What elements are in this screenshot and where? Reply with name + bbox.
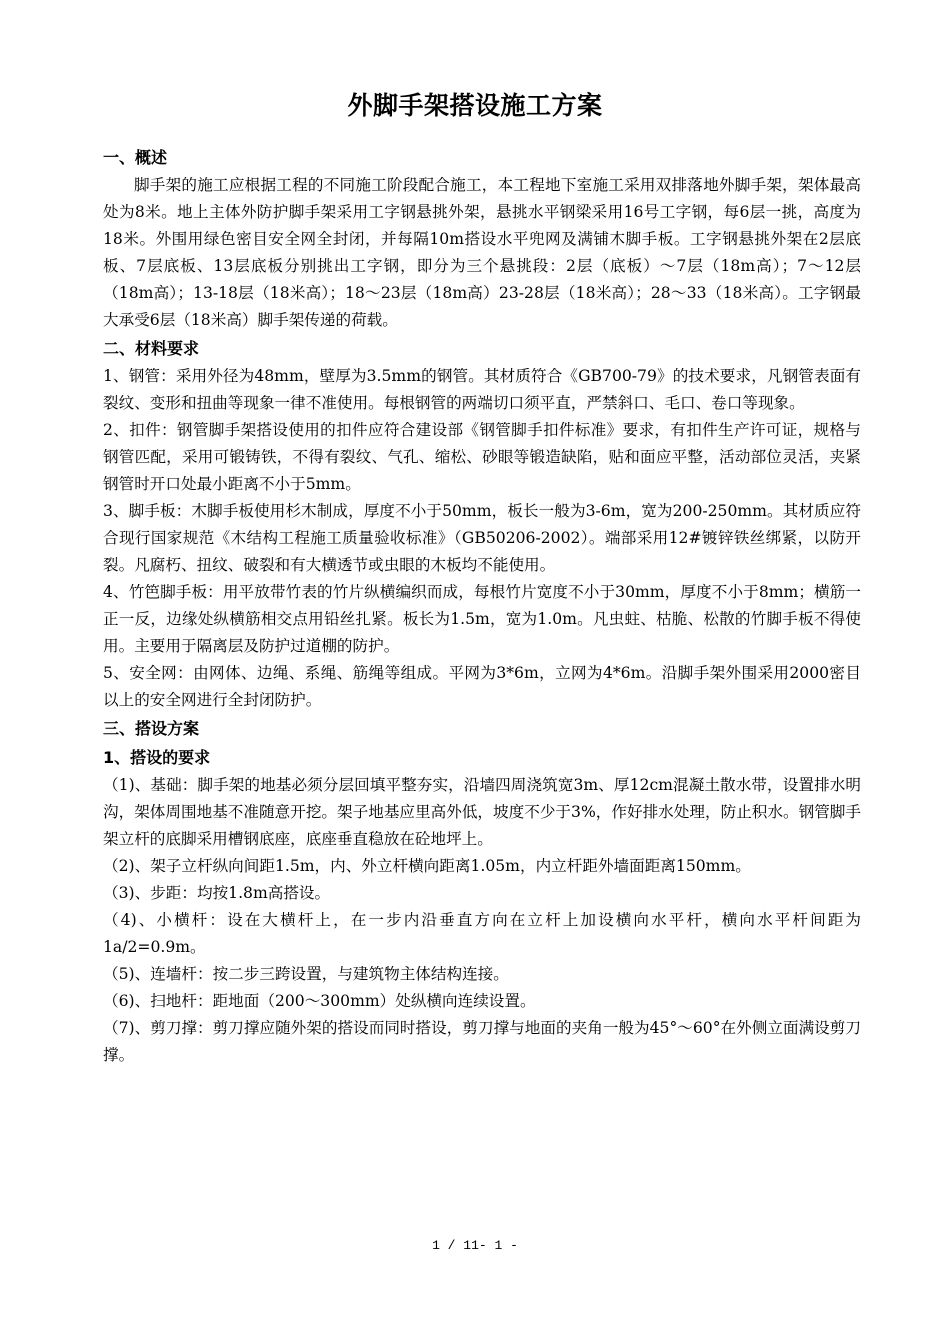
material-item-coupler: 2、扣件：钢管脚手架搭设使用的扣件应符合建设部《钢管脚手扣件标准》要求，有扣件生产许可证，规格与钢管匹配，采用可锻铸铁，不得有裂纹、气孔、缩松、砂眼等锻造缺陷，贴和面应平整，活动部位灵活，夹紧钢管时开口处最小距离不小于5mm。 — [103, 421, 861, 493]
material-item-bamboo-board: 4、竹笆脚手板：用平放带竹表的竹片纵横编织而成，每根竹片宽度不小于30mm，厚度不小于8mm；横筋一正一反，边缘处纵横筋相交点用铅丝扎紧。板长为1.5m，宽为1.0m。凡虫蛀、枯脆、松散的竹脚手板不得使用。主要用于隔离层及防护过道棚的防护。 — [103, 583, 861, 655]
requirement-item-pole-spacing: （2)、架子立杆纵向间距1.5m，内、外立杆横向距离1.05m，内立杆距外墙面距离150mm。 — [103, 857, 751, 875]
document-body — [103, 143, 861, 1069]
section-3-heading: 三、搭设方案 — [103, 719, 200, 738]
requirement-item-sweeping-pole: （6)、扫地杆：距地面（200～300mm）处纵横向连续设置。 — [103, 992, 536, 1010]
requirement-item-step-distance: （3)、步距：均按1.8m高搭设。 — [103, 884, 331, 902]
requirement-item-small-crossbar: （4)、小横杆：设在大横杆上，在一步内沿垂直方向在立杆上加设横向水平杆，横向水平杆间距为1a/2=0.9m。 — [103, 911, 861, 956]
section-3-subheading: 1、搭设的要求 — [103, 748, 211, 767]
material-item-steel-pipe: 1、钢管：采用外径为48mm，壁厚为3.5mm的钢管。其材质符合《GB700-79》的技术要求，凡钢管表面有裂纹、变形和扭曲等现象一律不准使用。每根钢管的两端切口须平直，严禁斜口、毛口、卷口等现象。 — [103, 367, 861, 412]
page-number: 1 / 11- 1 - — [432, 1238, 518, 1253]
document-title: 外脚手架搭设施工方案 — [347, 91, 603, 120]
requirement-item-cross-brace: （7)、剪刀撑：剪刀撑应随外架的搭设而同时搭设，剪刀撑与地面的夹角一般为45°～60°在外侧立面满设剪刀撑。 — [103, 1019, 861, 1064]
requirement-item-foundation: （1)、基础：脚手架的地基必须分层回填平整夯实，沿墙四周浇筑宽3m、厚12cm混凝土散水带，设置排水明沟，架体周围地基不准随意开挖。架子地基应里高外低，坡度不少于3%，作好排水处理，防止积水。钢管脚手架立杆的底脚采用槽钢底座，底座垂直稳放在砼地坪上。 — [103, 776, 861, 848]
section-2-heading: 二、材料要求 — [103, 339, 200, 358]
section-1-paragraph: 脚手架的施工应根据工程的不同施工阶段配合施工，本工程地下室施工采用双排落地外脚手架，架体最高处为8米。地上主体外防护脚手架采用工字钢悬挑外架，悬挑水平钢梁采用16号工字钢，每6层一挑，高度为18米。外围用绿色密目安全网全封闭，并每隔10m搭设水平兜网及满铺木脚手板。工字钢悬挑外架在2层底板、7层底板、13层底板分别挑出工字钢，即分为三个悬挑段：2层（底板）～7层（18m高）；7～12层（18m高）；13-18层（18米高）；18～23层（18m高）23-28层（18米高）；28～33（18米高）。工字钢最大承受6层（18米高）脚手架传递的荷载。 — [103, 176, 861, 329]
material-item-safety-net: 5、安全网：由网体、边绳、系绳、筋绳等组成。平网为3*6m，立网为4*6m。沿脚手架外围采用2000密目以上的安全网进行全封闭防护。 — [103, 664, 861, 709]
requirement-item-wall-tie: （5)、连墙杆：按二步三跨设置，与建筑物主体结构连接。 — [103, 965, 509, 983]
section-1-heading: 一、概述 — [103, 148, 168, 167]
material-item-wood-board: 3、脚手板：木脚手板使用杉木制成，厚度不小于50mm，板长一般为3-6m，宽为200-250mm。其材质应符合现行国家规范《木结构工程施工质量验收标准》（GB50206-2002）。端部采用12#镀锌铁丝绑紧，以防开裂。凡腐朽、扭纹、破裂和有大横透节或虫眼的木板均不能使用。 — [103, 502, 861, 574]
